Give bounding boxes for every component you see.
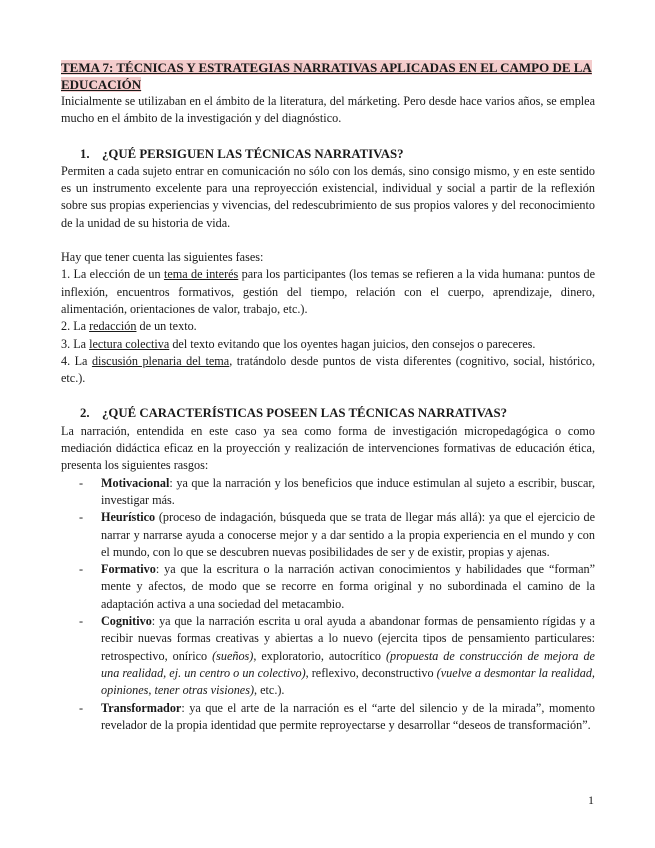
dash-bullet: - (79, 562, 84, 577)
phase-item: 4. La discusión plenaria del tema, tratándolo desde puntos de vista diferentes (cognitivo, social, histórico, etc.). (61, 353, 595, 386)
phase-item: 3. La lectura colectiva del texto evitando que los oyentes hagan juicios, den consejos o pareceres. (61, 336, 536, 351)
phase-item: 2. La redacción de un texto. (61, 319, 197, 334)
section-1-title: ¿QUÉ PERSIGUEN LAS TÉCNICAS NARRATIVAS? (102, 146, 404, 161)
title-line-2: EDUCACIÓN (61, 77, 142, 92)
item-term: Formativo (101, 562, 156, 577)
intro-paragraph: Inicialmente se utilizaban en el ámbito de la literatura, del márketing. Pero desde hace varios años, se emplea mucho en el ámbito de la investigación y del diagnóstico. (61, 94, 595, 126)
list-item: - Transformador: ya que el arte de la narración es el “arte del silencio y de la mirada”, momento revelador de la propia identidad que permite reproyectarse y desarrollar “deseos de transformación”. (79, 700, 595, 732)
phase-item: 1. La elección de un tema de interés para los participantes (los temas se refieren a la vida humana: puntos de inflexión, encuentros formativos, gestión del tiempo, relación con el cuerpo, aprendizaje, dinero, alimentación, orientaciones de valor, trabajo, etc.). (61, 267, 595, 316)
document-page (61, 59, 595, 734)
dash-bullet: - (79, 700, 84, 715)
section-1-heading (61, 146, 595, 163)
page-number: 1 (588, 793, 594, 807)
list-item: - Motivacional: ya que la narración y los beneficios que induce estimulan al sujeto a escribir, buscar, investigar más. (79, 475, 595, 507)
dash-bullet: - (79, 510, 84, 525)
phase-key-term: lectura colectiva (89, 336, 170, 351)
item-term: Transformador (101, 700, 182, 715)
dash-bullet: - (79, 475, 84, 490)
item-term: Motivacional (101, 475, 170, 490)
list-item: - Heurístico (proceso de indagación, búsqueda que se trata de llegar más allá): ya que el ejercicio de narrar y narrarse ayuda a conocerse mejor y a dar sentido a la propia experiencia en el mundo y con el mundo, con lo que se descubren nuevas posibilidades de ser y de existir, propias y ajenas. (79, 510, 595, 559)
phase-key-term: redacción (89, 319, 137, 334)
section-1-paragraph: Permiten a cada sujeto entrar en comunicación no sólo con los demás, sino consigo mismo, y en este sentido es un instrumento excelente para una reproyección existencial, individual y social a partir de la reflexión sobre sus propias experiencias y vivencias, del redescubrimiento de sus propios valores y del reconocimiento de la unidad de su historia de vida. (61, 163, 595, 230)
title-line-1: TEMA 7: TÉCNICAS Y ESTRATEGIAS NARRATIVAS APLICADAS EN EL CAMPO DE LA (61, 60, 592, 75)
dash-bullet: - (79, 614, 84, 629)
list-item: - Formativo: ya que la escritura o la narración activan conocimientos y habilidades que “forman” mente y afectos, de modo que se recorre en forma original y no subordinada el camino de la adaptación activa a una sociedad del metacambio. (79, 562, 595, 611)
item-term: Cognitivo (101, 614, 152, 629)
item-term: Heurístico (101, 510, 156, 525)
section-2-paragraph: La narración, entendida en este caso ya sea como forma de investigación micropedagógica o como mediación didáctica eficaz en la proyección y realización de intervenciones formativas de educación ética, presenta los siguientes rasgos: (61, 423, 595, 473)
phases-intro: Hay que tener cuenta las siguientes fases: (61, 250, 264, 265)
section-2-heading (61, 405, 595, 422)
section-2-number: 2. (80, 406, 90, 421)
phase-key-term: tema de interés (163, 267, 239, 282)
section-1-number: 1. (80, 146, 90, 161)
list-item: - Cognitivo: ya que la narración escrita u oral ayuda a abandonar formas de pensamiento rígidas y a recibir nuevas formas creativas y abiertas a lo nuevo (ejercita tipos de pensamiento particulares: retrospectivo, onírico (sueños), exploratorio, autocrítico (propuesta de construcción de mejora de una realidad, ej. un centro o un colectivo), reflexivo, deconstructivo (vuelve a desmontar la realidad, opiniones, tener otras visiones), etc.). (79, 614, 595, 698)
phase-key-term: discusión plenaria del tema (91, 353, 230, 368)
document-title (61, 59, 595, 93)
section-2-title: ¿QUÉ CARACTERÍSTICAS POSEEN LAS TÉCNICAS NARRATIVAS? (102, 406, 507, 421)
